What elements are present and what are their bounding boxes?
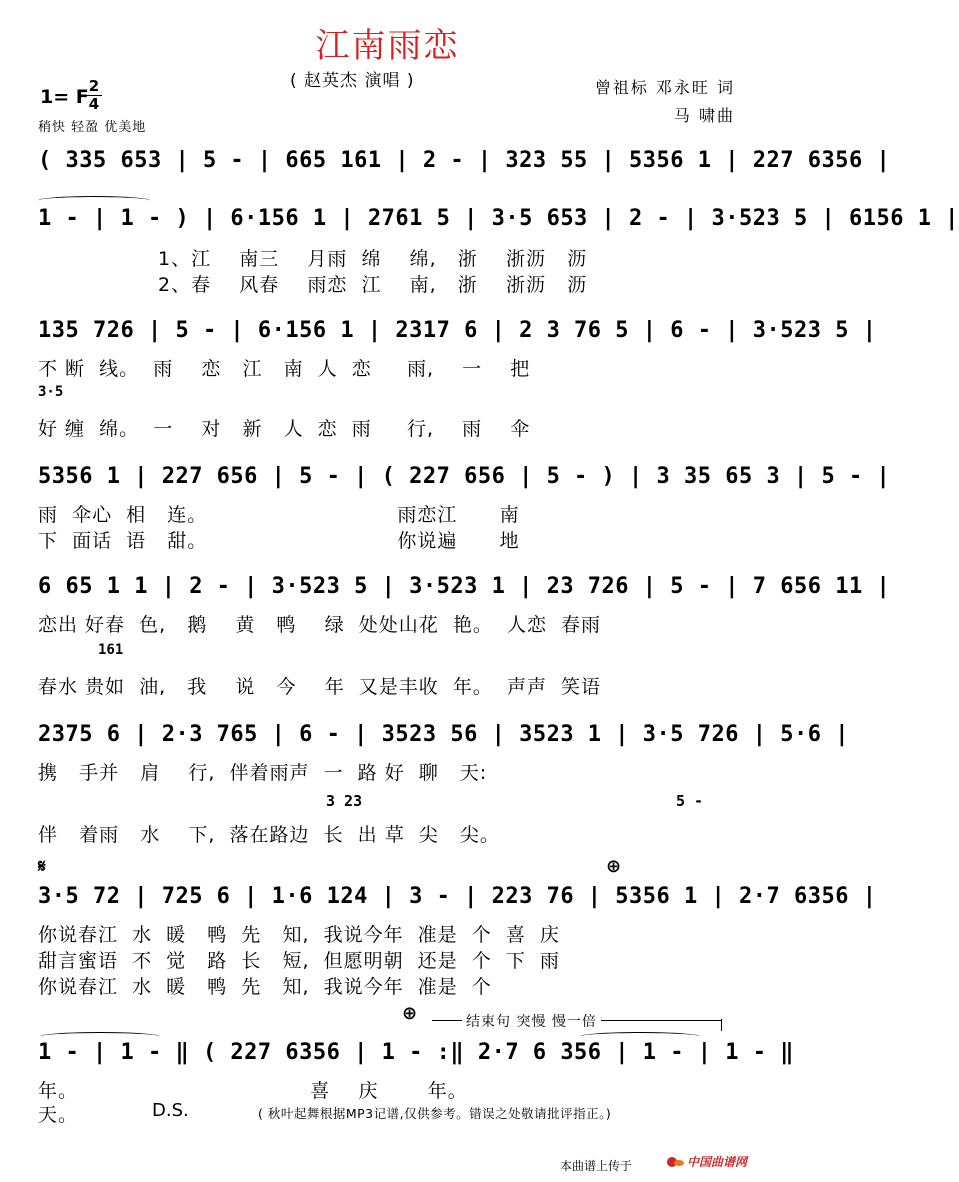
score-line-4: 5356 1 | 227 656 | 5 - | ( 227 656 | 5 - ) | 3 35 65 3 | 5 - | [38,464,891,489]
lyric-line-3-verse-1: 不 断 线。 雨 恋 江 南 人 恋 雨, 一 把 [38,358,531,380]
tie-arc [38,196,150,205]
coda-icon: ⊕ [606,856,622,877]
lyric-line-6-verse-1: 携 手并 肩 行, 伴着雨声 一 路 好 聊 天: [38,762,488,784]
lyric-line-5-verse-1: 恋出 好春 色, 鹅 黄 鸭 绿 处处山花 艳。 人恋 春雨 [38,614,602,636]
lyric-line-7-verse-1: 你说春江 水 暖 鸭 先 知, 我说今年 准是 个 喜 庆 [38,924,560,946]
score-line-3: 135 726 | 5 - | 6·156 1 | 2317 6 | 2 3 76 5 | 6 - | 3·523 5 | [38,318,877,343]
grace-notes: 161 [98,642,124,658]
alt-notes: 3 23 [326,792,363,810]
score-line-5: 6 65 1 1 | 2 - | 3·523 5 | 3·523 1 | 23 726 | 5 - | 7 656 11 | [38,574,891,599]
logo-text: 中国曲谱网 [687,1155,748,1169]
lyric-line-8-verse-1: 年。 喜 庆 年。 [38,1080,468,1102]
page-title: 江南雨恋 [315,26,460,66]
lyricist-credit: 曾祖标 邓永旺 词 [594,78,735,97]
lyric-line-8-verse-2: 天。 [38,1104,79,1126]
tie-arc [40,1032,160,1041]
lyric-line-5-verse-2: 春水 贵如 油, 我 说 今 年 又是丰收 年。 声声 笑语 [38,676,602,698]
alt-notes-end: 5 - [676,792,704,810]
lyric-line-7-verse-2: 甜言蜜语 不 觉 路 长 短, 但愿明朝 还是 个 下 雨 [38,950,560,972]
lyric-line-4-verse-2: 下 面话 语 甜。 你说遍 地 [38,530,520,552]
logo-icon [665,1155,685,1169]
composer-credit: 马 啸曲 [673,106,735,125]
site-logo[interactable] [665,1153,747,1170]
dal-segno: D.S. [152,1100,189,1121]
key-signature: 1= F [40,86,89,108]
lyric-line-2-verse-2: 2、春 风春 雨恋 江 南, 浙 浙沥 沥 [158,274,588,296]
score-line-6: 2375 6 | 2·3 765 | 6 - | 3523 56 | 3523 1 | 3·5 726 | 5·6 | [38,722,849,747]
tie-arc [580,1032,700,1041]
score-line-8: 1 - | 1 - ‖ ( 227 6356 | 1 - :‖ 2·7 6 356 | 1 - | 1 - ‖ [38,1040,794,1065]
score-line-2: 1 - | 1 - ) | 6·156 1 | 2761 5 | 3·5 653 | 2 - | 3·523 5 | 6156 1 | [38,206,959,231]
segno-icon: 𝄋 [38,856,46,877]
singer: ( 赵英杰 演唱 ) [290,71,415,91]
meter-top: 2 [86,78,102,96]
lyric-line-6-verse-2: 伴 着雨 水 下, 落在路边 长 出 草 尖 尖。 [38,824,500,846]
grace-notes: 3·5 [38,384,64,400]
lyric-line-7-verse-3: 你说春江 水 暖 鸭 先 知, 我说今年 准是 个 [38,976,492,998]
coda-icon: ⊕ [402,1003,418,1024]
footnote: ( 秋叶起舞根据MP3记谱,仅供参考。错误之处敬请批评指正。) [258,1106,612,1121]
meter-bottom: 4 [88,95,100,113]
lyric-line-4-verse-1: 雨 伞心 相 连。 雨恋江 南 [38,504,520,526]
coda-instruction: 结束句 突慢 慢一倍 [462,1011,601,1031]
score-line-7: 3·5 72 | 725 6 | 1·6 124 | 3 - | 223 76 | 5356 1 | 2·7 6356 | [38,884,877,909]
score-line-1: ( 335 653 | 5 - | 665 161 | 2 - | 323 55 | 5356 1 | 227 6356 | [38,148,891,173]
lyric-line-2-verse-1: 1、江 南三 月雨 绵 绵, 浙 浙沥 沥 [158,248,588,270]
tempo-marking: 稍快 轻盈 优美地 [38,120,147,135]
lyric-line-3-verse-2: 好 缠 绵。 一 对 新 人 恋 雨 行, 雨 伞 [38,418,531,440]
upload-note: 本曲谱上传于 [560,1159,633,1173]
